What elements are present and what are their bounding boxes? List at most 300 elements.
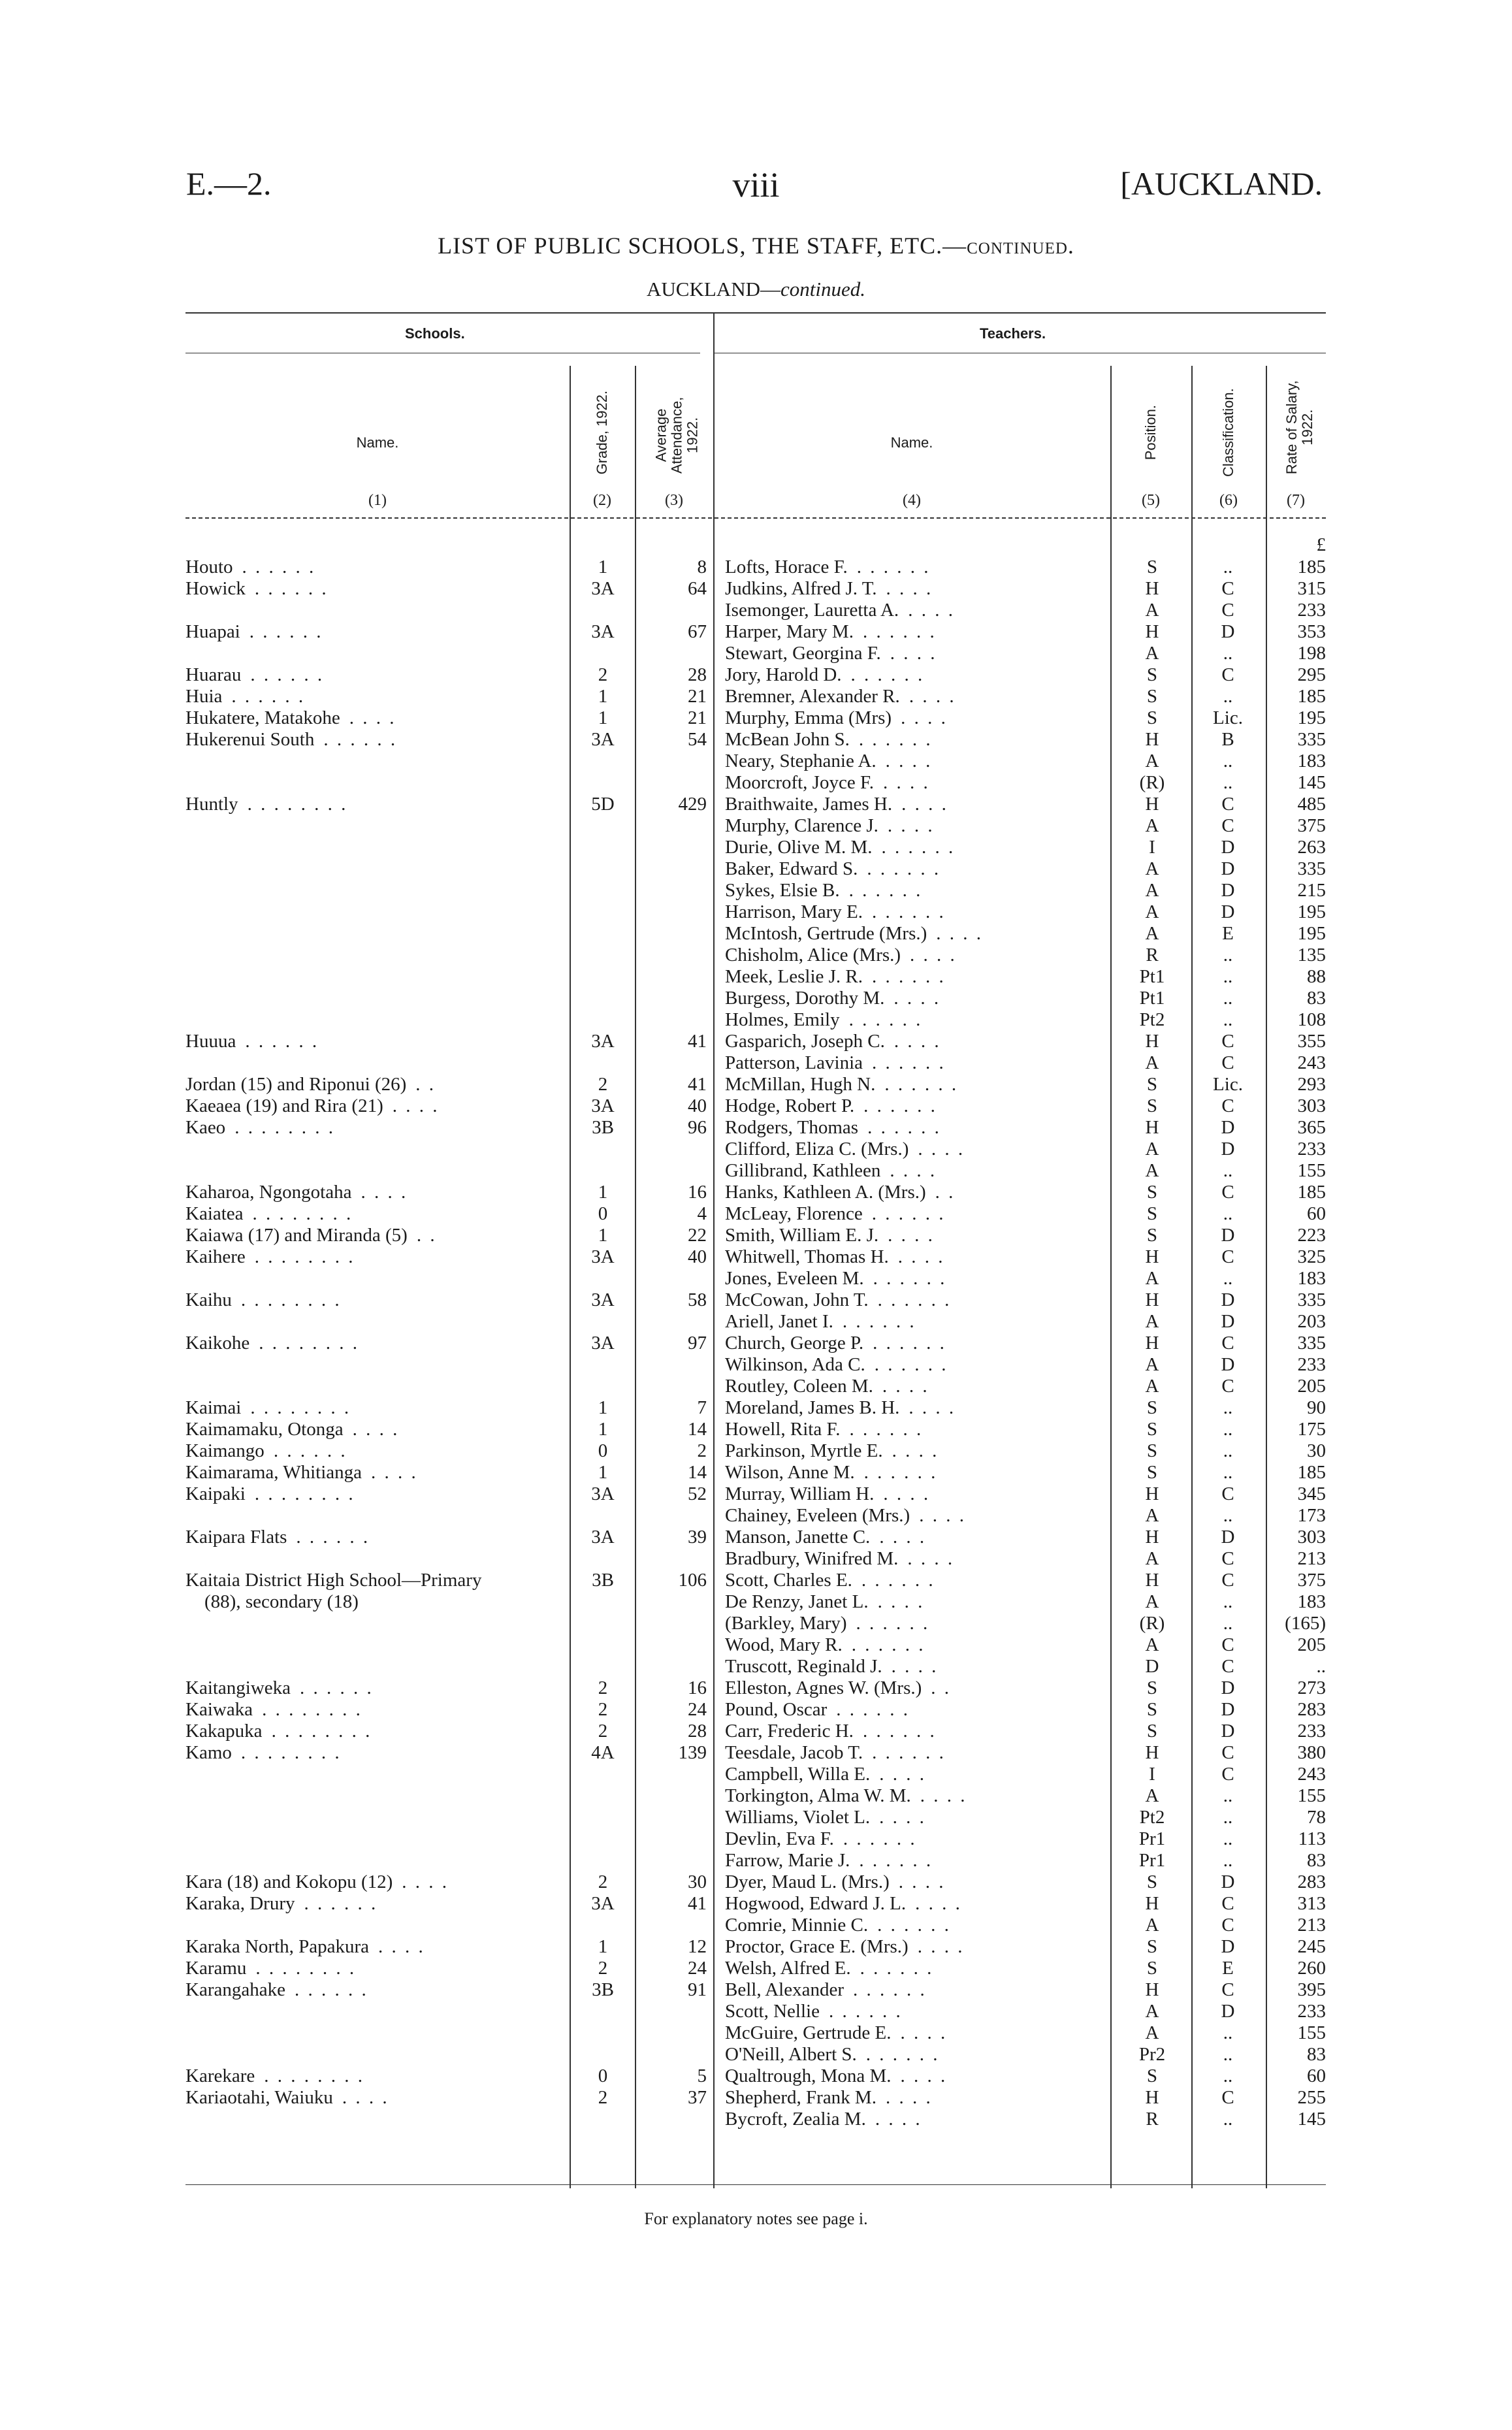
position-cell-text: A — [1145, 815, 1159, 836]
teacher-name-cell — [725, 1311, 1104, 1333]
school-name-cell — [185, 643, 562, 664]
classification-cell-text: D — [1221, 1139, 1235, 1159]
teacher-name-cell — [725, 1656, 1104, 1677]
attendance-cell-text: 22 — [688, 1225, 707, 1246]
attendance-cell-text: 41 — [688, 1074, 707, 1095]
salary-cell — [1271, 2001, 1326, 2022]
classification-cell — [1193, 901, 1263, 923]
position-cell-text: R — [1146, 2109, 1159, 2130]
grade-cell-text: 2 — [598, 1721, 608, 1742]
school-name-cell — [185, 2044, 562, 2066]
teacher-name-cell-text: Hanks, Kathleen A. (Mrs.) — [725, 1182, 926, 1203]
school-name-cell-text: Kaeo — [185, 1117, 226, 1138]
grade-cell-text: 3A — [591, 729, 615, 750]
grade-cell — [575, 1246, 631, 1268]
position-cell — [1116, 2022, 1189, 2044]
attendance-cell — [640, 1527, 707, 1548]
position-cell-text: H — [1145, 1333, 1159, 1353]
salary-cell-text: 183 — [1297, 1268, 1326, 1289]
salary-cell-text: .. — [1316, 1656, 1326, 1677]
grade-cell — [575, 1721, 631, 1742]
position-cell — [1116, 945, 1189, 966]
teacher-name-cell-text: Farrow, Marie J. — [725, 1850, 850, 1871]
leader-dots: . . . . . . — [861, 1570, 935, 1591]
position-cell — [1116, 815, 1189, 837]
classification-cell — [1193, 988, 1263, 1009]
salary-cell — [1271, 1613, 1326, 1634]
leader-dots: . . . . . . — [884, 1074, 959, 1095]
attendance-cell — [640, 1225, 707, 1246]
position-cell — [1116, 600, 1189, 621]
school-name-cell — [185, 2109, 562, 2130]
classification-cell — [1193, 2087, 1263, 2109]
classification-cell-text: C — [1221, 1634, 1234, 1655]
attendance-cell — [640, 1419, 707, 1440]
school-name-cell — [185, 1225, 562, 1246]
table-row — [0, 751, 1512, 772]
salary-cell — [1271, 664, 1326, 686]
teacher-name-cell — [725, 1764, 1104, 1785]
teachers-group-heading: Teachers. — [980, 325, 1046, 342]
school-name-cell — [185, 794, 562, 815]
leader-dots: . . . . — [349, 707, 396, 728]
column-number-2: (2) — [593, 492, 611, 509]
leader-dots: . . . . — [920, 1785, 967, 1806]
leader-dots: . . . . . . — [843, 1828, 917, 1849]
teacher-name-cell — [725, 1182, 1104, 1203]
salary-cell-text: 315 — [1297, 578, 1326, 599]
school-name-cell — [185, 1311, 562, 1333]
classification-cell — [1193, 923, 1263, 945]
grade-cell-text: 2 — [598, 1677, 608, 1698]
teacher-name-cell-text: Hodge, Robert P. — [725, 1095, 855, 1116]
classification-cell-text: C — [1221, 1333, 1234, 1353]
teacher-name-cell — [725, 880, 1104, 901]
position-cell — [1116, 751, 1189, 772]
school-name-cell — [185, 1160, 562, 1182]
teacher-name-cell — [725, 1333, 1104, 1354]
attendance-cell — [640, 1095, 707, 1117]
teacher-name-cell — [725, 621, 1104, 643]
salary-cell-text: 233 — [1297, 600, 1326, 621]
salary-cell — [1271, 1462, 1326, 1483]
teacher-name-cell-text: McGuire, Gertrude E. — [725, 2022, 892, 2043]
salary-cell — [1271, 1656, 1326, 1677]
table-row — [0, 1721, 1512, 1742]
classification-cell-text: Lic. — [1213, 1074, 1243, 1095]
teacher-name-cell-text: Campbell, Willa E. — [725, 1764, 871, 1785]
leader-dots: . . . . . . — [323, 729, 398, 750]
table-row — [0, 1699, 1512, 1721]
attendance-cell-text: 8 — [697, 557, 707, 577]
teacher-name-cell — [725, 664, 1104, 686]
attendance-cell-text: 67 — [688, 621, 707, 642]
position-cell — [1116, 1527, 1189, 1548]
salary-cell-text: 195 — [1297, 901, 1326, 922]
position-cell — [1116, 1139, 1189, 1160]
leader-dots: . . . . . . — [867, 1117, 941, 1138]
attendance-cell-text: 12 — [688, 1936, 707, 1957]
teacher-name-cell-text: Jones, Eveleen M. — [725, 1268, 864, 1289]
leader-dots: . . . . . . — [828, 2001, 903, 2022]
school-name-cell — [185, 1354, 562, 1376]
classification-cell-text: C — [1221, 1764, 1234, 1785]
position-cell — [1116, 1677, 1189, 1699]
table-row — [0, 880, 1512, 901]
leader-dots: . . . . — [893, 1031, 941, 1052]
leader-dots: . . . . — [875, 2109, 922, 2130]
salary-cell-text: 355 — [1297, 1031, 1326, 1052]
salary-cell — [1271, 1505, 1326, 1527]
teacher-name-cell-text: Bell, Alexander — [725, 1979, 844, 2000]
teacher-name-cell-text: Wilson, Anne M. — [725, 1462, 855, 1483]
grade-cell-text: 2 — [598, 664, 608, 685]
teacher-name-cell-text: Patterson, Lavinia — [725, 1052, 863, 1073]
salary-cell — [1271, 1699, 1326, 1721]
teacher-name-cell-text: Devlin, Eva F. — [725, 1828, 834, 1849]
position-cell-text: Pr2 — [1138, 2044, 1166, 2065]
teacher-name-cell — [725, 1570, 1104, 1591]
school-name-cell-text: Kaimamaku, Otonga — [185, 1419, 344, 1440]
position-cell-text: H — [1145, 729, 1159, 750]
classification-cell-text: B — [1221, 729, 1234, 750]
table-row — [0, 1311, 1512, 1333]
school-name-cell — [185, 1397, 562, 1419]
salary-cell — [1271, 1591, 1326, 1613]
table-row — [0, 1871, 1512, 1893]
position-cell-text: Pt2 — [1139, 1807, 1165, 1828]
table-row — [0, 945, 1512, 966]
school-name-cell-text: Hukatere, Matakohe — [185, 707, 340, 728]
grade-cell-text: 3A — [591, 1333, 615, 1353]
teacher-name-cell — [725, 1721, 1104, 1742]
teacher-name-cell — [725, 1354, 1104, 1376]
school-name-cell — [185, 1570, 562, 1591]
subtitle-region: AUCKLAND— — [647, 278, 780, 300]
classification-cell — [1193, 858, 1263, 880]
salary-cell-text: 293 — [1297, 1074, 1326, 1095]
salary-cell — [1271, 1764, 1326, 1785]
salary-cell — [1271, 1419, 1326, 1440]
school-name-cell — [185, 1139, 562, 1160]
position-cell-text: S — [1146, 1462, 1158, 1483]
classification-cell — [1193, 1505, 1263, 1527]
teacher-name-cell — [725, 858, 1104, 880]
school-name-cell — [185, 1828, 562, 1850]
classification-cell-text: .. — [1223, 1591, 1233, 1612]
teacher-name-cell — [725, 966, 1104, 988]
teacher-name-cell-text: Wilkinson, Ada C. — [725, 1354, 865, 1375]
school-name-cell-text: Kaipaki — [185, 1483, 246, 1504]
leader-dots: . . . . . . . . — [240, 1289, 342, 1310]
table-row — [0, 837, 1512, 858]
table-row — [0, 1785, 1512, 1807]
salary-cell-text: 303 — [1297, 1095, 1326, 1116]
school-name-cell-text: Kaharoa, Ngongotaha — [185, 1182, 352, 1203]
teacher-name-cell — [725, 1828, 1104, 1850]
classification-cell — [1193, 1613, 1263, 1634]
classification-cell-text: D — [1221, 1289, 1235, 1310]
school-name-cell-text: Hukerenui South — [185, 729, 315, 750]
school-name-cell — [185, 1721, 562, 1742]
leader-dots: . . . . . . — [853, 1979, 927, 2000]
teacher-name-cell-text: Carr, Frederic H. — [725, 1721, 854, 1742]
teacher-name-cell-text: Routley, Coleen M. — [725, 1376, 873, 1397]
classification-cell-text: Lic. — [1213, 707, 1243, 728]
currency-symbol: £ — [1316, 534, 1326, 555]
leader-dots: . . . . . . . . — [264, 2066, 364, 2086]
position-cell — [1116, 1095, 1189, 1117]
teacher-name-cell — [725, 1440, 1104, 1462]
teacher-name-cell-text: Church, George P. — [725, 1333, 864, 1353]
salary-cell-text: 263 — [1297, 837, 1326, 858]
salary-cell-text: 205 — [1297, 1634, 1326, 1655]
classification-cell — [1193, 1117, 1263, 1139]
grade-cell — [575, 1462, 631, 1483]
grade-cell-text: 3A — [591, 1246, 615, 1267]
school-name-cell — [185, 1289, 562, 1311]
school-name-cell-text: Huapai — [185, 621, 240, 642]
position-cell — [1116, 1074, 1189, 1095]
leader-dots: . . . . . . — [856, 1613, 930, 1634]
teacher-name-cell — [725, 1807, 1104, 1828]
teacher-name-cell-text: Manson, Janette C. — [725, 1527, 871, 1547]
salary-cell-text: 145 — [1297, 2109, 1326, 2130]
school-name-cell — [185, 1764, 562, 1785]
salary-cell — [1271, 1483, 1326, 1505]
leader-dots: . . . . . . — [836, 1699, 910, 1720]
grade-cell-text: 3A — [591, 1893, 615, 1914]
school-name-cell-text: Kaiwaka — [185, 1699, 253, 1720]
position-cell — [1116, 707, 1189, 729]
grade-cell — [575, 1958, 631, 1979]
grade-cell-text: 2 — [598, 1074, 608, 1095]
teacher-name-cell-text: Jory, Harold D. — [725, 664, 842, 685]
teacher-name-cell — [725, 1376, 1104, 1397]
leader-dots: . . — [415, 1074, 436, 1095]
teacher-name-cell — [725, 2066, 1104, 2087]
position-cell-text: S — [1146, 1203, 1158, 1224]
teacher-name-cell — [725, 1677, 1104, 1699]
grade-cell — [575, 1419, 631, 1440]
table-row — [0, 1634, 1512, 1656]
position-cell-text: S — [1146, 1397, 1158, 1418]
attendance-cell-text: 2 — [697, 1440, 707, 1461]
page-title: LIST OF PUBLIC SCHOOLS, THE STAFF, ETC.—continued. — [438, 233, 1074, 259]
school-name-cell-text: Kaimai — [185, 1397, 242, 1418]
classification-cell-text: D — [1221, 1721, 1235, 1742]
grade-cell — [575, 1742, 631, 1764]
salary-cell — [1271, 2022, 1326, 2044]
salary-cell — [1271, 578, 1326, 600]
salary-cell-text: 215 — [1297, 880, 1326, 901]
school-name-cell — [185, 1850, 562, 1871]
leader-dots: . . . . . . — [862, 1721, 937, 1742]
attendance-cell — [640, 1677, 707, 1699]
salary-cell — [1271, 901, 1326, 923]
table-bottom-rule — [185, 2184, 1326, 2185]
table-row — [0, 1354, 1512, 1376]
attendance-cell — [640, 1440, 707, 1462]
salary-cell — [1271, 1828, 1326, 1850]
attendance-cell-text: 16 — [688, 1182, 707, 1203]
table-row — [0, 1074, 1512, 1095]
school-name-cell-text: Kaimango — [185, 1440, 265, 1461]
leader-dots: . . . . . . — [873, 1333, 946, 1353]
position-cell-text: H — [1145, 1289, 1159, 1310]
teacher-name-cell-text: Meek, Leslie J. R. — [725, 966, 863, 987]
table-top-rule — [185, 312, 1326, 314]
school-name-cell-text: Kaipara Flats — [185, 1527, 287, 1547]
teacher-name-cell-text: Harper, Mary M. — [725, 621, 854, 642]
attendance-cell — [640, 1074, 707, 1095]
salary-cell — [1271, 1052, 1326, 1074]
attendance-cell-text: 21 — [688, 686, 707, 707]
teacher-name-cell — [725, 1871, 1104, 1893]
position-cell — [1116, 1893, 1189, 1915]
teacher-name-cell — [725, 1052, 1104, 1074]
school-name-cell-text: Karangahake — [185, 1979, 285, 2000]
leader-dots: . . . . — [882, 1376, 929, 1397]
table-row — [0, 729, 1512, 751]
position-cell-text: H — [1145, 1246, 1159, 1267]
attendance-cell — [640, 1462, 707, 1483]
position-cell-text: H — [1145, 2087, 1159, 2108]
leader-dots: . . . . — [892, 1440, 939, 1461]
attendance-cell — [640, 1979, 707, 2001]
position-cell — [1116, 2066, 1189, 2087]
position-cell — [1116, 1397, 1189, 1419]
salary-cell — [1271, 2044, 1326, 2066]
grade-cell — [575, 664, 631, 686]
position-cell — [1116, 1225, 1189, 1246]
teacher-name-cell-text: Chisholm, Alice (Mrs.) — [725, 945, 901, 965]
school-name-cell — [185, 1871, 562, 1893]
position-cell — [1116, 966, 1189, 988]
leader-dots: . . . . . . . . — [250, 1397, 351, 1418]
salary-cell — [1271, 1570, 1326, 1591]
table-row — [0, 686, 1512, 707]
table-row — [0, 1591, 1512, 1613]
position-cell — [1116, 1591, 1189, 1613]
attendance-cell-text: 41 — [688, 1893, 707, 1914]
table-row — [0, 1958, 1512, 1979]
classification-cell-text: .. — [1223, 1440, 1233, 1461]
teacher-name-cell-text: McCowan, John T. — [725, 1289, 869, 1310]
header-bottom-rule — [185, 517, 1326, 519]
teacher-name-cell-text: Scott, Nellie — [725, 2001, 820, 2022]
classification-cell — [1193, 1785, 1263, 1807]
attendance-cell — [640, 557, 707, 578]
salary-cell-text: 335 — [1297, 729, 1326, 750]
classification-cell — [1193, 1397, 1263, 1419]
classification-cell — [1193, 751, 1263, 772]
teacher-name-cell — [725, 1289, 1104, 1311]
classification-cell — [1193, 1483, 1263, 1505]
attendance-cell-text: 106 — [678, 1570, 707, 1591]
leader-dots: . . . . . . . . — [255, 1958, 357, 1979]
leader-dots: . . . . . . — [300, 1677, 374, 1698]
attendance-cell — [640, 686, 707, 707]
position-cell-text: I — [1149, 837, 1155, 858]
table-row — [0, 664, 1512, 686]
school-name-cell — [185, 578, 562, 600]
position-cell-text: A — [1145, 1052, 1159, 1073]
teacher-name-cell — [725, 2022, 1104, 2044]
position-cell-text: A — [1145, 1915, 1159, 1936]
leader-dots: . . . . — [897, 1246, 945, 1267]
classification-cell — [1193, 1462, 1263, 1483]
teacher-name-cell-text: Moreland, James B. H. — [725, 1397, 900, 1418]
grade-cell — [575, 707, 631, 729]
salary-cell-text: 205 — [1297, 1376, 1326, 1397]
grade-cell-text: 3B — [592, 1979, 614, 2000]
salary-cell-text: 345 — [1297, 1483, 1326, 1504]
salary-cell-text: 183 — [1297, 751, 1326, 771]
position-cell-text: I — [1149, 1764, 1155, 1785]
teacher-name-cell — [725, 1095, 1104, 1117]
classification-cell-text: .. — [1223, 1807, 1233, 1828]
salary-cell-text: 83 — [1307, 988, 1326, 1009]
teacher-name-cell-text: Proctor, Grace E. (Mrs.) — [725, 1936, 909, 1957]
table-row — [0, 1915, 1512, 1936]
table-row — [0, 1095, 1512, 1117]
salary-cell — [1271, 621, 1326, 643]
classification-cell — [1193, 557, 1263, 578]
classification-cell-text: .. — [1223, 643, 1233, 664]
school-name-cell — [185, 1591, 562, 1613]
salary-cell — [1271, 1225, 1326, 1246]
school-name-cell-text: (88), secondary (18) — [185, 1591, 359, 1612]
position-cell — [1116, 1483, 1189, 1505]
leader-dots: . . . . — [901, 794, 948, 815]
table-row — [0, 988, 1512, 1009]
classification-cell — [1193, 1225, 1263, 1246]
leader-dots: . . . . . . — [250, 664, 325, 685]
salary-cell-text: 195 — [1297, 707, 1326, 728]
classification-cell-text: C — [1221, 1742, 1234, 1763]
attendance-cell-text: 14 — [688, 1462, 707, 1483]
table-row — [0, 1289, 1512, 1311]
school-name-cell — [185, 1958, 562, 1979]
salary-cell — [1271, 2087, 1326, 2109]
school-name-cell-text: Kaihu — [185, 1289, 232, 1310]
position-cell-text: S — [1146, 1936, 1158, 1957]
classification-cell — [1193, 1699, 1263, 1721]
table-row — [0, 1742, 1512, 1764]
classification-cell — [1193, 1139, 1263, 1160]
salary-cell-text: 185 — [1297, 686, 1326, 707]
attendance-cell-text: 28 — [688, 664, 707, 685]
classification-cell — [1193, 1160, 1263, 1182]
school-name-cell-text: Kaihere — [185, 1246, 246, 1267]
position-cell-text: S — [1146, 2066, 1158, 2086]
leader-dots: . . . . . . — [859, 1850, 933, 1871]
salary-cell-text: 213 — [1297, 1548, 1326, 1569]
leader-dots: . . . . — [891, 1656, 939, 1677]
school-name-cell — [185, 1052, 562, 1074]
attendance-cell — [640, 1936, 707, 1958]
salary-cell — [1271, 1333, 1326, 1354]
position-cell — [1116, 1785, 1189, 1807]
grade-cell — [575, 1979, 631, 2001]
salary-cell-text: 273 — [1297, 1677, 1326, 1698]
classification-cell — [1193, 880, 1263, 901]
position-cell — [1116, 1419, 1189, 1440]
leader-dots: . . . . — [890, 643, 937, 664]
grade-cell — [575, 1871, 631, 1893]
school-name-cell — [185, 1074, 562, 1095]
